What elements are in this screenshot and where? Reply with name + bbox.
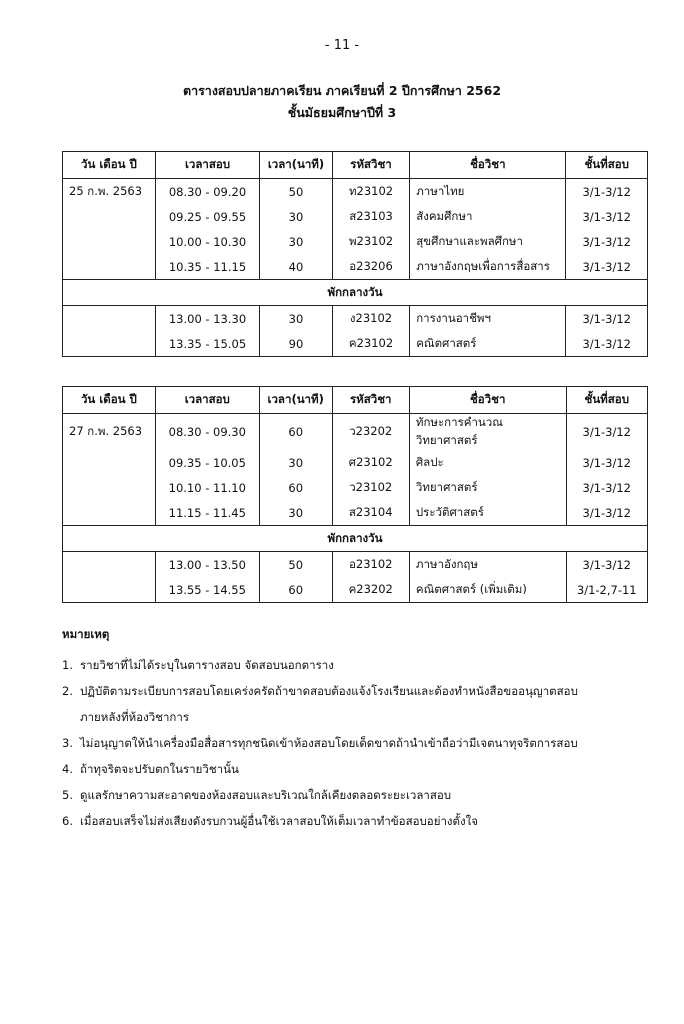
subject-name: ภาษาไทย [410, 179, 566, 205]
table-row [63, 229, 648, 254]
subject-code: ง23102 [332, 306, 409, 332]
table-row [63, 450, 648, 475]
exam-level: 3/1-3/12 [566, 179, 648, 205]
title-line-2: ชั้นมัธยมศึกษาปีที่ 3 [287, 105, 397, 120]
exam-level: 3/1-3/12 [566, 475, 647, 500]
note-item [62, 652, 662, 678]
subject-name: คณิตศาสตร์ [410, 331, 566, 357]
subject-code: ว23102 [332, 475, 409, 500]
table-row [63, 552, 648, 578]
subject-code: ค23202 [332, 577, 409, 603]
exam-time: 13.55 - 14.55 [155, 577, 259, 603]
table-header-row [63, 152, 648, 179]
subject-code: ท23102 [332, 179, 409, 205]
exam-level: 3/1-3/12 [566, 204, 648, 229]
subject-code: ศ23102 [332, 450, 409, 475]
exam-schedule-table-day2 [62, 386, 648, 603]
header-subject: ชื่อวิชา [410, 152, 566, 179]
subject-code: ค23102 [332, 331, 409, 357]
exam-date: 25 ก.พ. 2563 [63, 179, 156, 205]
note-text: ไม่อนุญาตให้นำเครื่องมือสื่อสารทุกชนิดเข้าห้องสอบโดยเด็ดขาดถ้านำเข้าถือว่ามีเจตนาทุจริตการสอบ [80, 736, 578, 750]
subject-name: ภาษาอังกฤษเพื่อการสื่อสาร [410, 254, 566, 280]
subject-code: อ23206 [332, 254, 409, 280]
header-date: วัน เดือน ปี [63, 152, 156, 179]
exam-schedule-table-day1 [62, 151, 648, 357]
subject-name: คณิตศาสตร์ (เพิ่มเติม) [409, 577, 566, 603]
subject-code: อ23102 [332, 552, 409, 578]
subject-code: ส23103 [332, 204, 409, 229]
exam-level: 3/1-3/12 [566, 450, 647, 475]
note-text: ปฏิบัติตามระเบียบการสอบโดยเคร่งครัดถ้าขาดสอบต้องแจ้งโรงเรียนและต้องทำหนังสือขออนุญาตสอบ [80, 684, 578, 698]
exam-time: 08.30 - 09.20 [155, 179, 259, 205]
table-row [63, 179, 648, 205]
table-row [63, 306, 648, 332]
header-code: รหัสวิชา [332, 387, 409, 414]
table-row [63, 414, 648, 451]
note-number: 6. [62, 814, 73, 828]
note-item [62, 808, 662, 834]
exam-duration: 60 [259, 577, 332, 603]
exam-time: 10.00 - 10.30 [155, 229, 259, 254]
exam-level: 3/1-3/12 [566, 414, 647, 451]
header-subject: ชื่อวิชา [409, 387, 566, 414]
note-text: ดูแลรักษาความสะอาดของห้องสอบและบริเวณใกล้เคียงตลอดระยะเวลาสอบ [80, 788, 452, 802]
exam-level: 3/1-3/12 [566, 331, 648, 357]
exam-time: 13.00 - 13.50 [155, 552, 259, 578]
exam-date: 27 ก.พ. 2563 [63, 414, 156, 451]
exam-duration: 30 [259, 450, 332, 475]
subject-name: วิทยาศาสตร์ [409, 475, 566, 500]
exam-duration: 50 [259, 552, 332, 578]
header-level: ชั้นที่สอบ [566, 152, 648, 179]
note-item [62, 704, 662, 730]
note-number: 1. [62, 658, 73, 672]
exam-time: 13.35 - 15.05 [155, 331, 259, 357]
exam-duration: 40 [260, 254, 333, 280]
notes-title: หมายเหตุ [62, 627, 110, 641]
page-number: - 11 - [324, 38, 360, 53]
exam-time: 13.00 - 13.30 [155, 306, 259, 332]
exam-time: 10.35 - 11.15 [155, 254, 259, 280]
note-text: ถ้าทุจริตจะปรับตกในรายวิชานั้น [80, 762, 239, 776]
exam-level: 3/1-2,7-11 [566, 577, 647, 603]
table-row [63, 204, 648, 229]
exam-duration: 30 [260, 306, 333, 332]
subject-name: การงานอาชีพฯ [410, 306, 566, 332]
note-item [62, 678, 662, 704]
header-duration: เวลา(นาที) [260, 152, 333, 179]
subject-name: ทักษะการคำนวณวิทยาศาสตร์ [409, 414, 566, 451]
header-time: เวลาสอบ [155, 152, 259, 179]
subject-name: สังคมศึกษา [410, 204, 566, 229]
note-number: 2. [62, 684, 73, 698]
subject-name: ภาษาอังกฤษ [409, 552, 566, 578]
exam-duration: 30 [259, 500, 332, 526]
header-level: ชั้นที่สอบ [566, 387, 647, 414]
exam-duration: 30 [260, 204, 333, 229]
lunch-break-label: พักกลางวัน [63, 526, 648, 552]
exam-level: 3/1-3/12 [566, 552, 647, 578]
exam-level: 3/1-3/12 [566, 500, 647, 526]
table-row [63, 475, 648, 500]
subject-code: พ23102 [332, 229, 409, 254]
note-number [62, 704, 80, 730]
subject-name: ศิลปะ [409, 450, 566, 475]
header-time: เวลาสอบ [155, 387, 259, 414]
exam-time: 09.35 - 10.05 [155, 450, 259, 475]
notes-section [62, 626, 662, 834]
table-header-row [63, 387, 648, 414]
exam-time: 11.15 - 11.45 [155, 500, 259, 526]
note-number: 5. [62, 788, 73, 802]
note-item [62, 730, 662, 756]
exam-duration: 60 [259, 475, 332, 500]
exam-level: 3/1-3/12 [566, 254, 648, 280]
subject-code: ส23104 [332, 500, 409, 526]
exam-level: 3/1-3/12 [566, 229, 648, 254]
exam-duration: 30 [260, 229, 333, 254]
document-title [0, 80, 684, 124]
table-row [63, 254, 648, 280]
table-row [63, 331, 648, 357]
exam-duration: 60 [259, 414, 332, 451]
exam-time: 10.10 - 11.10 [155, 475, 259, 500]
lunch-break-row [63, 280, 648, 306]
lunch-break-label: พักกลางวัน [63, 280, 648, 306]
note-text: ภายหลังที่ห้องวิชาการ [80, 710, 190, 724]
header-duration: เวลา(นาที) [259, 387, 332, 414]
subject-name: สุขศึกษาและพลศึกษา [410, 229, 566, 254]
table-row [63, 500, 648, 526]
note-item [62, 756, 662, 782]
note-text: เมื่อสอบเสร็จไม่ส่งเสียงดังรบกวนผู้อื่นใช้เวลาสอบให้เต็มเวลาทำข้อสอบอย่างตั้งใจ [80, 814, 478, 828]
note-number: 3. [62, 736, 73, 750]
table-row [63, 577, 648, 603]
lunch-break-row [63, 526, 648, 552]
note-text: รายวิชาที่ไม่ได้ระบุในตารางสอบ จัดสอบนอกตาราง [80, 658, 334, 672]
subject-name: ประวัติศาสตร์ [409, 500, 566, 526]
exam-time: 08.30 - 09.30 [155, 414, 259, 451]
exam-duration: 90 [260, 331, 333, 357]
header-date: วัน เดือน ปี [63, 387, 156, 414]
header-code: รหัสวิชา [332, 152, 409, 179]
exam-duration: 50 [260, 179, 333, 205]
note-item [62, 782, 662, 808]
title-line-1: ตารางสอบปลายภาคเรียน ภาคเรียนที่ 2 ปีการศึกษา 2562 [182, 83, 502, 98]
subject-code: ว23202 [332, 414, 409, 451]
exam-time: 09.25 - 09.55 [155, 204, 259, 229]
exam-level: 3/1-3/12 [566, 306, 648, 332]
note-number: 4. [62, 762, 73, 776]
